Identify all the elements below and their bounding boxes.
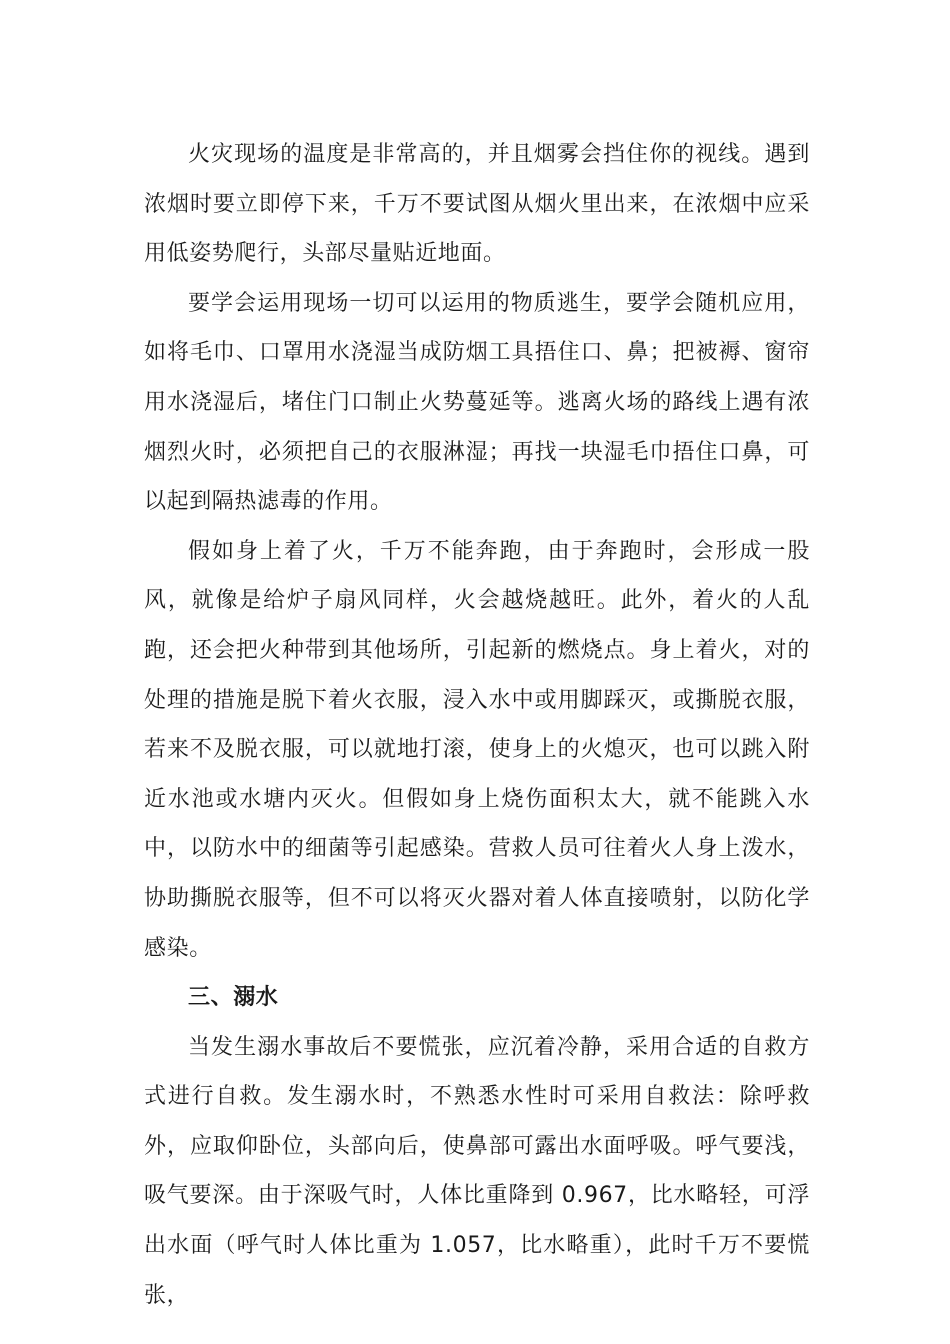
paragraph-use-materials: 要学会运用现场一切可以运用的物质逃生，要学会随机应用，如将毛巾、口罩用水浇湿当成防烟工具捂住口、鼻；把被褥、窗帘用水浇湿后，堵住门口制止火势蔓延等。逃离火场的路线上遇有浓烟烈火时，必须把自己的衣服淋湿；再找一块湿毛巾捂住口鼻，可以起到隔热滤毒的作用。: [144, 290, 810, 515]
section-heading-drowning: 三、溺水: [188, 985, 279, 1011]
paragraph-body-on-fire: 假如身上着了火，千万不能奔跑，由于奔跑时，会形成一股风，就像是给炉子扇风同样，火会越烧越旺。此外，着火的人乱跑，还会把火种带到其他场所，引起新的燃烧点。身上着火，对的处理的措施是脱下着火衣服，浸入水中或用脚踩灭，或撕脱衣服，若来不及脱衣服，可以就地打滚，使身上的火熄灭，也可以跳入附近水池或水塘内灭火。但假如身上烧伤面积太大，就不能跳入水中，以防水中的细菌等引起感染。营救人员可往着火人身上泼水，协助撕脱衣服等，但不可以将灭火器对着人体直接喷射，以防化学感染。: [144, 538, 810, 961]
document-body: [144, 130, 810, 1320]
paragraph-smoke-escape: 火灾现场的温度是非常高的，并且烟雾会挡住你的视线。遇到浓烟时要立即停下来，千万不要试图从烟火里出来，在浓烟中应采用低姿势爬行，头部尽量贴近地面。: [144, 142, 810, 267]
paragraph-drowning: 当发生溺水事故后不要慌张，应沉着冷静，采用合适的自救方式进行自救。发生溺水时，不熟悉水性时可采用自救法：除呼救外，应取仰卧位，头部向后，使鼻部可露出水面呼吸。呼气要浅，吸气要深。由于深吸气时，人体比重降到 0.967，比水略轻，可浮出水面（呼气时人体比重为 1.057，比水略重），此时千万不要慌张，: [144, 1034, 810, 1308]
